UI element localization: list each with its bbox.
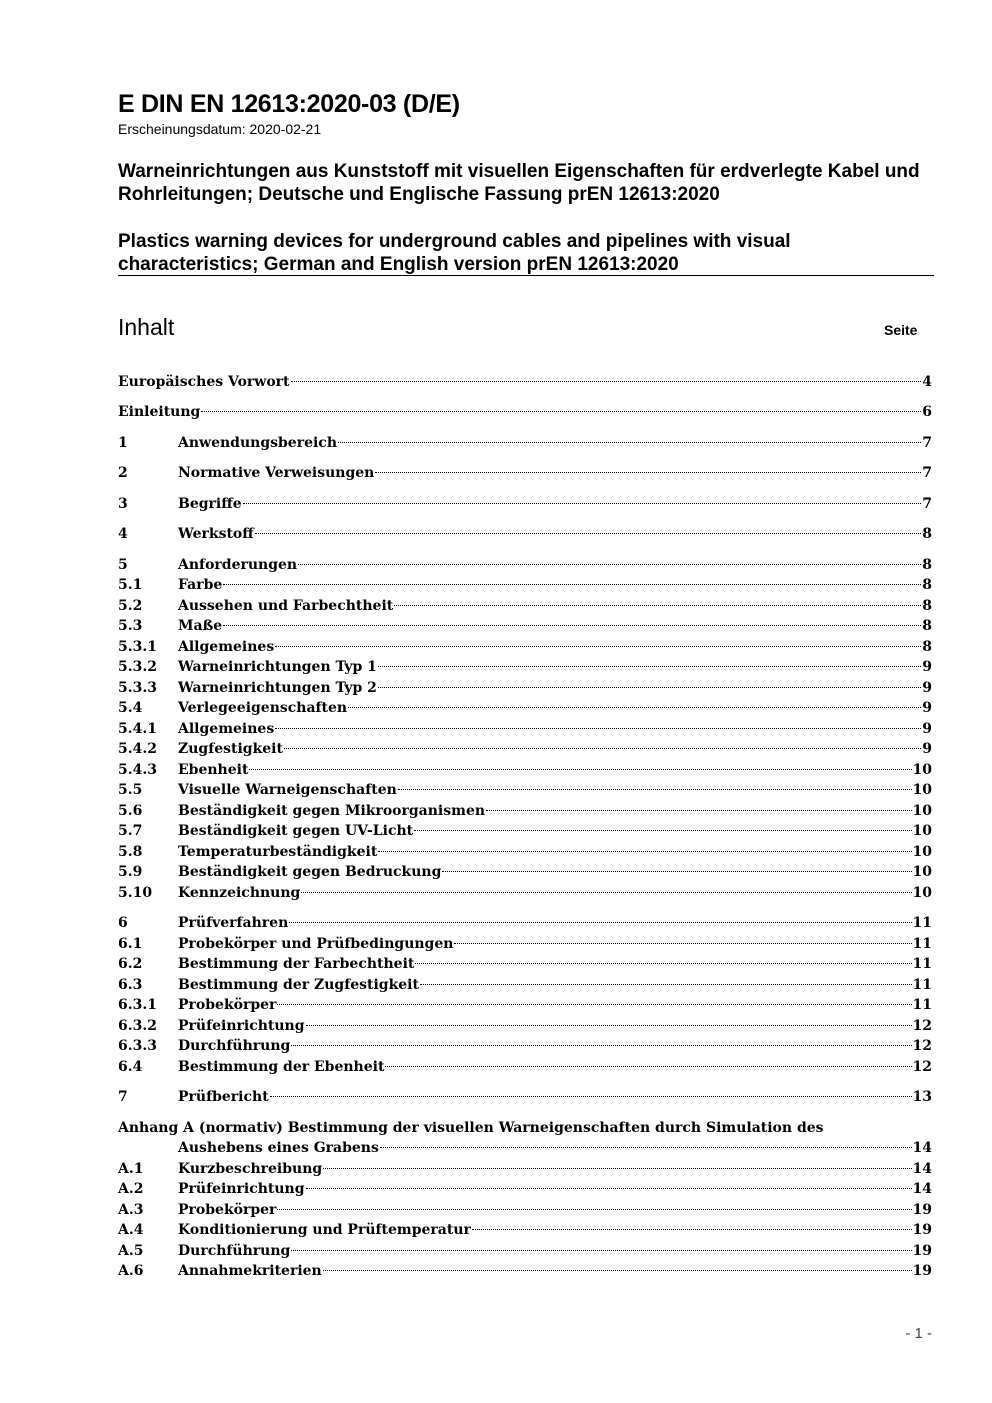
- toc-entry-page: 9: [922, 741, 932, 757]
- toc-leader-dots: [223, 625, 921, 626]
- toc-entry[interactable]: [118, 1179, 932, 1199]
- toc-leader-dots: [398, 789, 912, 790]
- toc-entry-title: Kurzbeschreibung: [178, 1161, 323, 1177]
- toc-entry-page: 11: [912, 936, 932, 952]
- toc-entry[interactable]: [118, 934, 932, 954]
- toc-annex-heading[interactable]: Anhang A (normativ) Bestimmung der visuellen Warneigenschaften durch Simulation des: [118, 1120, 824, 1136]
- toc-entry-page: 7: [922, 435, 932, 451]
- toc-entry-number: 6.4: [118, 1059, 143, 1075]
- toc-annex-heading-continued[interactable]: [118, 1138, 932, 1158]
- toc-leader-dots: [306, 1025, 912, 1026]
- toc-entry-title: Werkstoff: [178, 526, 254, 542]
- toc-entry-number: 5.4.3: [118, 762, 157, 778]
- toc-entry-title: Warneinrichtungen Typ 1: [178, 659, 377, 675]
- toc-leader-dots: [486, 810, 911, 811]
- toc-leader-dots: [289, 922, 911, 923]
- toc-entry-number: 6.1: [118, 936, 143, 952]
- toc-entry-number: 5.2: [118, 598, 143, 614]
- toc-entry[interactable]: [118, 1057, 932, 1077]
- toc-entry-page: 10: [912, 762, 932, 778]
- toc-entry[interactable]: [118, 739, 932, 759]
- toc-entry[interactable]: [118, 1087, 932, 1107]
- toc-entry-title: Verlegeeigenschaften: [178, 700, 348, 716]
- toc-entry-number: A.1: [118, 1161, 144, 1177]
- toc-entry-number: 5.5: [118, 782, 143, 798]
- toc-entry-title: Probekörper: [178, 1202, 277, 1218]
- toc-entry-title: Europäisches Vorwort: [118, 374, 290, 390]
- toc-entry[interactable]: [118, 1200, 932, 1220]
- toc-leader-dots: [378, 666, 921, 667]
- toc-entry-title: Begriffe: [178, 496, 242, 512]
- toc-entry-number: 5.3.1: [118, 639, 157, 655]
- toc-entry-title: Farbe: [178, 577, 223, 593]
- toc-entry-number: 5.4.2: [118, 741, 157, 757]
- toc-leader-dots: [385, 1066, 911, 1067]
- toc-entry-page: 10: [912, 864, 932, 880]
- toc-entry[interactable]: [118, 637, 932, 657]
- toc-entry-page: 8: [922, 618, 932, 634]
- toc-leader-dots: [454, 943, 911, 944]
- toc-entry-number: 5.4: [118, 700, 143, 716]
- toc-entry-number: 5.1: [118, 577, 143, 593]
- toc-entry[interactable]: [118, 698, 932, 718]
- toc-leader-dots: [301, 892, 911, 893]
- header-divider: [118, 275, 934, 276]
- toc-leader-dots: [249, 769, 911, 770]
- toc-entry[interactable]: [118, 1036, 932, 1056]
- toc-entry-title: Bestimmung der Farbechtheit: [178, 956, 415, 972]
- publication-date: Erscheinungsdatum: 2020-02-21: [118, 121, 322, 137]
- toc-entry-number: A.4: [118, 1222, 144, 1238]
- toc-entry-title: Temperaturbeständigkeit: [178, 844, 378, 860]
- toc-leader-dots: [378, 687, 921, 688]
- toc-leader-dots: [275, 728, 921, 729]
- toc-entry[interactable]: [118, 801, 932, 821]
- toc-entry[interactable]: [118, 678, 932, 698]
- toc-entry-title: Aussehen und Farbechtheit: [178, 598, 394, 614]
- toc-leader-dots: [414, 830, 911, 831]
- toc-entry[interactable]: [118, 1241, 932, 1261]
- toc-leader-dots: [348, 707, 921, 708]
- toc-entry-page: 8: [922, 557, 932, 573]
- toc-entry-page: 12: [912, 1018, 932, 1034]
- toc-entry-page: 11: [912, 915, 932, 931]
- toc-entry-title: Kennzeichnung: [178, 885, 301, 901]
- toc-entry-page: 10: [912, 885, 932, 901]
- toc-entry[interactable]: [118, 433, 932, 453]
- toc-leader-dots: [291, 1045, 911, 1046]
- toc-entry[interactable]: [118, 616, 932, 636]
- toc-entry-number: 6: [118, 915, 128, 931]
- toc-leader-dots: [323, 1270, 912, 1271]
- toc-entry-number: 4: [118, 526, 128, 542]
- toc-entry[interactable]: [118, 842, 932, 862]
- toc-entry-number: A.2: [118, 1181, 144, 1197]
- toc-entry-number: 6.2: [118, 956, 143, 972]
- toc-entry-number: 3: [118, 496, 128, 512]
- toc-entry-title: Prüfverfahren: [178, 915, 289, 931]
- toc-page-label: Seite: [884, 322, 918, 338]
- toc-entry[interactable]: [118, 575, 932, 595]
- toc-entry[interactable]: [118, 1261, 932, 1281]
- toc-leader-dots: [277, 1004, 911, 1005]
- toc-heading: Inhalt: [118, 314, 175, 340]
- toc-leader-dots: [291, 381, 922, 382]
- toc-entry[interactable]: [118, 657, 932, 677]
- toc-entry-number: 5.3.2: [118, 659, 157, 675]
- toc-entry-number: 2: [118, 465, 128, 481]
- toc-entry-page: 10: [912, 844, 932, 860]
- toc-entry[interactable]: [118, 862, 932, 882]
- toc-entry[interactable]: [118, 719, 932, 739]
- toc-entry-page: 8: [922, 577, 932, 593]
- toc-entry-number: 5.7: [118, 823, 143, 839]
- toc-entry[interactable]: [118, 494, 932, 514]
- toc-entry-page: 19: [912, 1202, 932, 1218]
- toc-leader-dots: [442, 871, 911, 872]
- toc-entry-title: Durchführung: [178, 1243, 291, 1259]
- toc-entry-title: Prüfeinrichtung: [178, 1018, 305, 1034]
- toc-entry[interactable]: [118, 596, 932, 616]
- toc-leader-dots: [306, 1188, 912, 1189]
- page-number: - 1 -: [905, 1325, 932, 1342]
- toc-entry[interactable]: [118, 555, 932, 575]
- toc-leader-dots: [380, 1147, 912, 1148]
- toc-entry-title: Einleitung: [118, 404, 201, 420]
- toc-entry-title: Durchführung: [178, 1038, 291, 1054]
- toc-entry-title: Prüfbericht: [178, 1089, 269, 1105]
- toc-entry-number: 5: [118, 557, 128, 573]
- toc-entry-page: 11: [912, 956, 932, 972]
- toc-entry-title: Bestimmung der Zugfestigkeit: [178, 977, 419, 993]
- toc-entry[interactable]: [118, 954, 932, 974]
- toc-entry-title: Annahmekriterien: [178, 1263, 322, 1279]
- toc-entry-page: 12: [912, 1038, 932, 1054]
- toc-entry-page: 8: [922, 526, 932, 542]
- toc-entry-title: Konditionierung und Prüftemperatur: [178, 1222, 471, 1238]
- toc-entry[interactable]: [118, 913, 932, 933]
- title-german: Warneinrichtungen aus Kunststoff mit visuellen Eigenschaften für erdverlegte Kabel und Rohrleitungen; Deutsche und Englische Fassung prEN 12613:2020: [118, 161, 920, 205]
- toc-entry-title: Beständigkeit gegen Mikroorganismen: [178, 803, 486, 819]
- toc-entry-title: Anforderungen: [178, 557, 298, 573]
- toc-entry-number: 5.9: [118, 864, 143, 880]
- toc-leader-dots: [270, 1096, 912, 1097]
- toc-entry[interactable]: [118, 1016, 932, 1036]
- toc-entry[interactable]: [118, 760, 932, 780]
- document-id: E DIN EN 12613:2020-03 (D/E): [118, 90, 460, 118]
- toc-entry[interactable]: [118, 995, 932, 1015]
- toc-entry-title: Beständigkeit gegen Bedruckung: [178, 864, 442, 880]
- toc-entry-title: Normative Verweisungen: [178, 465, 375, 481]
- toc-entry-page: 7: [922, 496, 932, 512]
- toc-entry-title: Prüfeinrichtung: [178, 1181, 305, 1197]
- toc-entry[interactable]: [118, 1159, 932, 1179]
- toc-entry-number: 5.6: [118, 803, 143, 819]
- toc-entry-page: 4: [922, 374, 932, 390]
- toc-leader-dots: [223, 584, 921, 585]
- toc-entry-page: 11: [912, 997, 932, 1013]
- toc-leader-dots: [255, 533, 922, 534]
- toc-entry-page: 8: [922, 639, 932, 655]
- toc-entry[interactable]: [118, 402, 932, 422]
- toc-entry-title: Anwendungsbereich: [178, 435, 337, 451]
- toc-leader-dots: [420, 984, 912, 985]
- toc-entry-title: Beständigkeit gegen UV-Licht: [178, 823, 414, 839]
- toc-entry-title: Zugfestigkeit: [178, 741, 283, 757]
- toc-entry-page: 19: [912, 1222, 932, 1238]
- toc-entry-number: 6.3: [118, 977, 143, 993]
- toc-entry-number: 5.3.3: [118, 680, 157, 696]
- toc-entry[interactable]: [118, 821, 932, 841]
- toc-entry-page: 14: [912, 1140, 932, 1156]
- toc-entry-number: 5.4.1: [118, 721, 157, 737]
- toc-leader-dots: [201, 411, 921, 412]
- toc-leader-dots: [375, 472, 921, 473]
- toc-entry-number: 6.3.1: [118, 997, 157, 1013]
- toc-entry-title: Aushebens eines Grabens: [178, 1140, 379, 1156]
- toc-leader-dots: [415, 963, 911, 964]
- toc-entry-page: 13: [912, 1089, 932, 1105]
- toc-entry-number: A.6: [118, 1263, 144, 1279]
- toc-entry-page: 9: [922, 680, 932, 696]
- toc-entry-title: Maße: [178, 618, 223, 634]
- toc-entry-page: 10: [912, 823, 932, 839]
- toc-entry-number: 5.8: [118, 844, 143, 860]
- toc-entry-page: 14: [912, 1161, 932, 1177]
- toc-entry-title: Visuelle Warneigenschaften: [178, 782, 397, 798]
- toc-entry[interactable]: [118, 524, 932, 544]
- toc-leader-dots: [275, 646, 921, 647]
- toc-entry-number: 6.3.2: [118, 1018, 157, 1034]
- toc-leader-dots: [291, 1250, 911, 1251]
- toc-entry-number: A.3: [118, 1202, 144, 1218]
- toc-entry-title: Allgemeines: [178, 639, 275, 655]
- toc-entry-page: 8: [922, 598, 932, 614]
- toc-entry-title: Warneinrichtungen Typ 2: [178, 680, 377, 696]
- toc-entry-number: 7: [118, 1089, 128, 1105]
- toc-entry-page: 9: [922, 721, 932, 737]
- toc-leader-dots: [338, 442, 921, 443]
- toc-entry-page: 10: [912, 803, 932, 819]
- toc-entry-title: Probekörper und Prüfbedingungen: [178, 936, 454, 952]
- toc-entry-title: Allgemeines: [178, 721, 275, 737]
- toc-entry-page: 6: [922, 404, 932, 420]
- toc-entry-title: Probekörper: [178, 997, 277, 1013]
- toc-entry-page: 9: [922, 659, 932, 675]
- toc-entry-title: Bestimmung der Ebenheit: [178, 1059, 385, 1075]
- toc-entry[interactable]: [118, 372, 932, 392]
- toc-leader-dots: [298, 564, 921, 565]
- toc-leader-dots: [472, 1229, 912, 1230]
- toc-entry-page: 19: [912, 1263, 932, 1279]
- toc-entry-title: Ebenheit: [178, 762, 249, 778]
- toc-entry[interactable]: [118, 975, 932, 995]
- toc-entry[interactable]: [118, 463, 932, 483]
- toc-leader-dots: [378, 851, 911, 852]
- toc-entry-page: 7: [922, 465, 932, 481]
- toc-entry-page: 11: [912, 977, 932, 993]
- toc-entry-number: 5.10: [118, 885, 153, 901]
- toc-entry-number: 6.3.3: [118, 1038, 157, 1054]
- toc-entry-number: A.5: [118, 1243, 144, 1259]
- toc-entry-number: 5.3: [118, 618, 143, 634]
- toc-entry-page: 19: [912, 1243, 932, 1259]
- toc-entry-page: 10: [912, 782, 932, 798]
- toc-entry[interactable]: [118, 1220, 932, 1240]
- toc-entry-page: 9: [922, 700, 932, 716]
- title-english: Plastics warning devices for underground cables and pipelines with visual characteristics; German and English version prEN 12613:2020: [118, 231, 791, 275]
- toc-entry[interactable]: [118, 780, 932, 800]
- toc-leader-dots: [243, 503, 922, 504]
- toc-entry-page: 12: [912, 1059, 932, 1075]
- toc-entry-number: 1: [118, 435, 128, 451]
- toc-leader-dots: [323, 1168, 911, 1169]
- toc-leader-dots: [277, 1209, 911, 1210]
- toc-entry-page: 14: [912, 1181, 932, 1197]
- toc-leader-dots: [394, 605, 921, 606]
- toc-entry[interactable]: [118, 883, 932, 903]
- toc-leader-dots: [284, 748, 921, 749]
